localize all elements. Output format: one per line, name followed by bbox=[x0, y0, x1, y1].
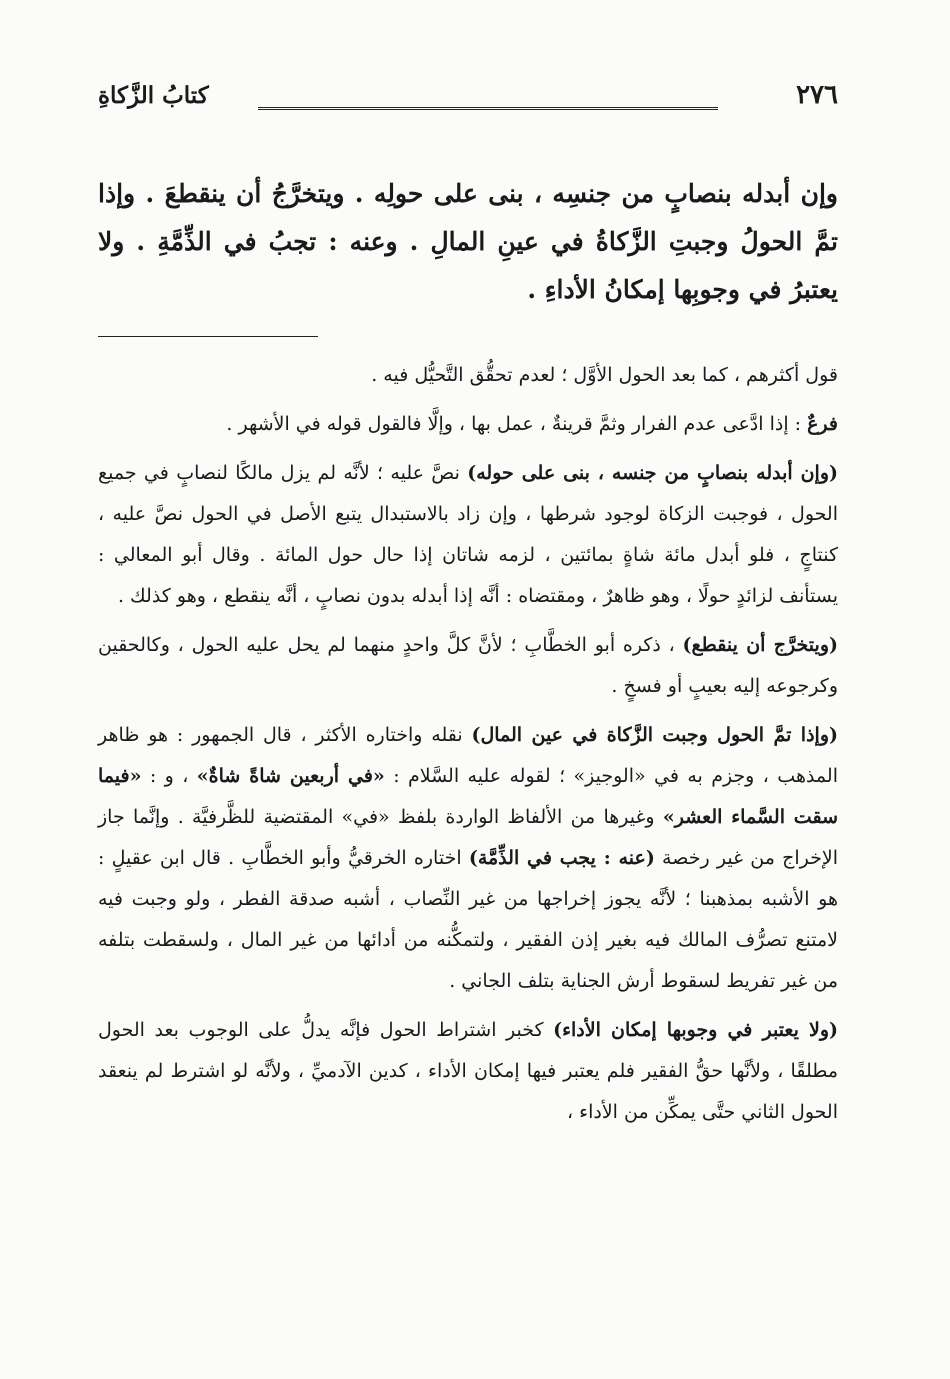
running-head bbox=[98, 80, 838, 126]
body-text: وغيرها من الألفاظ الواردة بلفظ «في» المقتضية للظَّرفيَّة . وإنَّما جاز الإخراج من غير رخصة bbox=[98, 806, 838, 869]
lead-text: فرعٌ bbox=[807, 413, 838, 435]
body-text: كخبر اشتراط الحول فإنَّه يدلُّ على الوجوب بعد الحول مطلقًا ، ولأنَّها حقُّ الفقير فلم يعتبر فيها إمكان الأداء ، كدين الآدميِّ ، ولأنَّه لو اشترط لم ينعقد الحول الثاني حتَّى يمكِّن من الأداء ، bbox=[98, 1019, 838, 1123]
lead-text: (وإن أبدله بنصابٍ من جنسه ، بنى على حوله) bbox=[467, 462, 838, 484]
body-text: ، ذكره أبو الخطَّابِ ؛ لأنَّ كلَّ واحدٍ منهما لم يحل عليه الحول ، وكالحقين وكرجوعه إليه بعيبٍ أو فسخٍ . bbox=[98, 634, 838, 697]
book-title: كتابُ الزَّكاةِ bbox=[98, 82, 209, 109]
header-rule bbox=[258, 107, 718, 110]
body-text: نصَّ عليه ؛ لأنَّه لم يزل مالكًا لنصابٍ في جميع الحول ، فوجبت الزكاة لوجود شرطها ، وإن زاد بالاستبدال يتبع الأصل في الحول نصَّ عليه ، كنتاجٍ ، فلو أبدل مائة شاةٍ بمائتين ، لزمه شاتان إذا حال حول المائة . وقال أبو المعالي : يستأنف لزائدٍ حولًا ، وهو ظاهرٌ ، ومقتضاه : أنَّه إذا أبدله بدون نصابٍ ، أنَّه ينقطع ، وهو كذلك . bbox=[98, 462, 838, 607]
lead-text: (عنه : يجب في الذِّمَّة) bbox=[468, 847, 655, 869]
commentary bbox=[98, 355, 838, 1133]
lead-text: (ولا يعتبر في وجوبها إمكان الأداء) bbox=[553, 1019, 838, 1041]
hadith-quote: «فيما سقت السَّماء العشر» bbox=[98, 765, 838, 828]
commentary-paragraph-5 bbox=[98, 715, 838, 1002]
body-text: نقله واختاره الأكثر ، قال الجمهور : هو ظاهر المذهب ، وجزم به في «الوجيز» ؛ لقوله عليه السَّلام : bbox=[98, 724, 838, 787]
matn-divider bbox=[98, 336, 318, 337]
page-number: ٢٧٦ bbox=[796, 80, 838, 110]
commentary-paragraph-4 bbox=[98, 625, 838, 707]
body-text: ، و : bbox=[141, 765, 197, 787]
lead-text: (ويتخرَّج أن ينقطع) bbox=[682, 634, 838, 656]
book-page bbox=[98, 80, 838, 1141]
body-text: : إذا ادَّعى عدم الفرار وثمَّ قرينةٌ ، عمل بها ، وإلَّا فالقول قوله في الأشهر . bbox=[226, 413, 808, 435]
hadith-quote: «في أربعين شاةً شاةٌ» bbox=[196, 765, 385, 787]
matn-text: وإن أبدله بنصابٍ من جنسِه ، بنى على حولِه . ويتخرَّجُ أن ينقطعَ . وإذا تمَّ الحولُ وجبتِ الزَّكاةُ في عينِ المالِ . وعنه : تجبُ في الذِّمَّةِ . ولا يعتبرُ في وجوبِها إمكانُ الأداءِ . bbox=[98, 179, 838, 304]
commentary-paragraph-2 bbox=[98, 404, 838, 445]
lead-text: (وإذا تمَّ الحول وجبت الزَّكاة في عين المال) bbox=[471, 724, 838, 746]
commentary-paragraph-3 bbox=[98, 453, 838, 617]
body-text: اختاره الخرقيُّ وأبو الخطَّابِ . قال ابن عقيلٍ : هو الأشبه بمذهبنا ؛ لأنَّه يجوز إخراجها من غير النِّصاب ، أشبه صدقة الفطر ، ولو وجبت فيه لامتنع تصرُّف المالك فيه بغير إذن الفقير ، ولتمكُّنه من أدائها من غير المال ، ولسقطت بتلفه من غير تفريط لسقوط أرش الجناية بتلف الجاني . bbox=[98, 847, 838, 992]
commentary-paragraph-1: قول أكثرهم ، كما بعد الحول الأوَّل ؛ لعدم تحقُّق التَّحيُّل فيه . bbox=[371, 364, 838, 386]
commentary-paragraph-6 bbox=[98, 1010, 838, 1133]
